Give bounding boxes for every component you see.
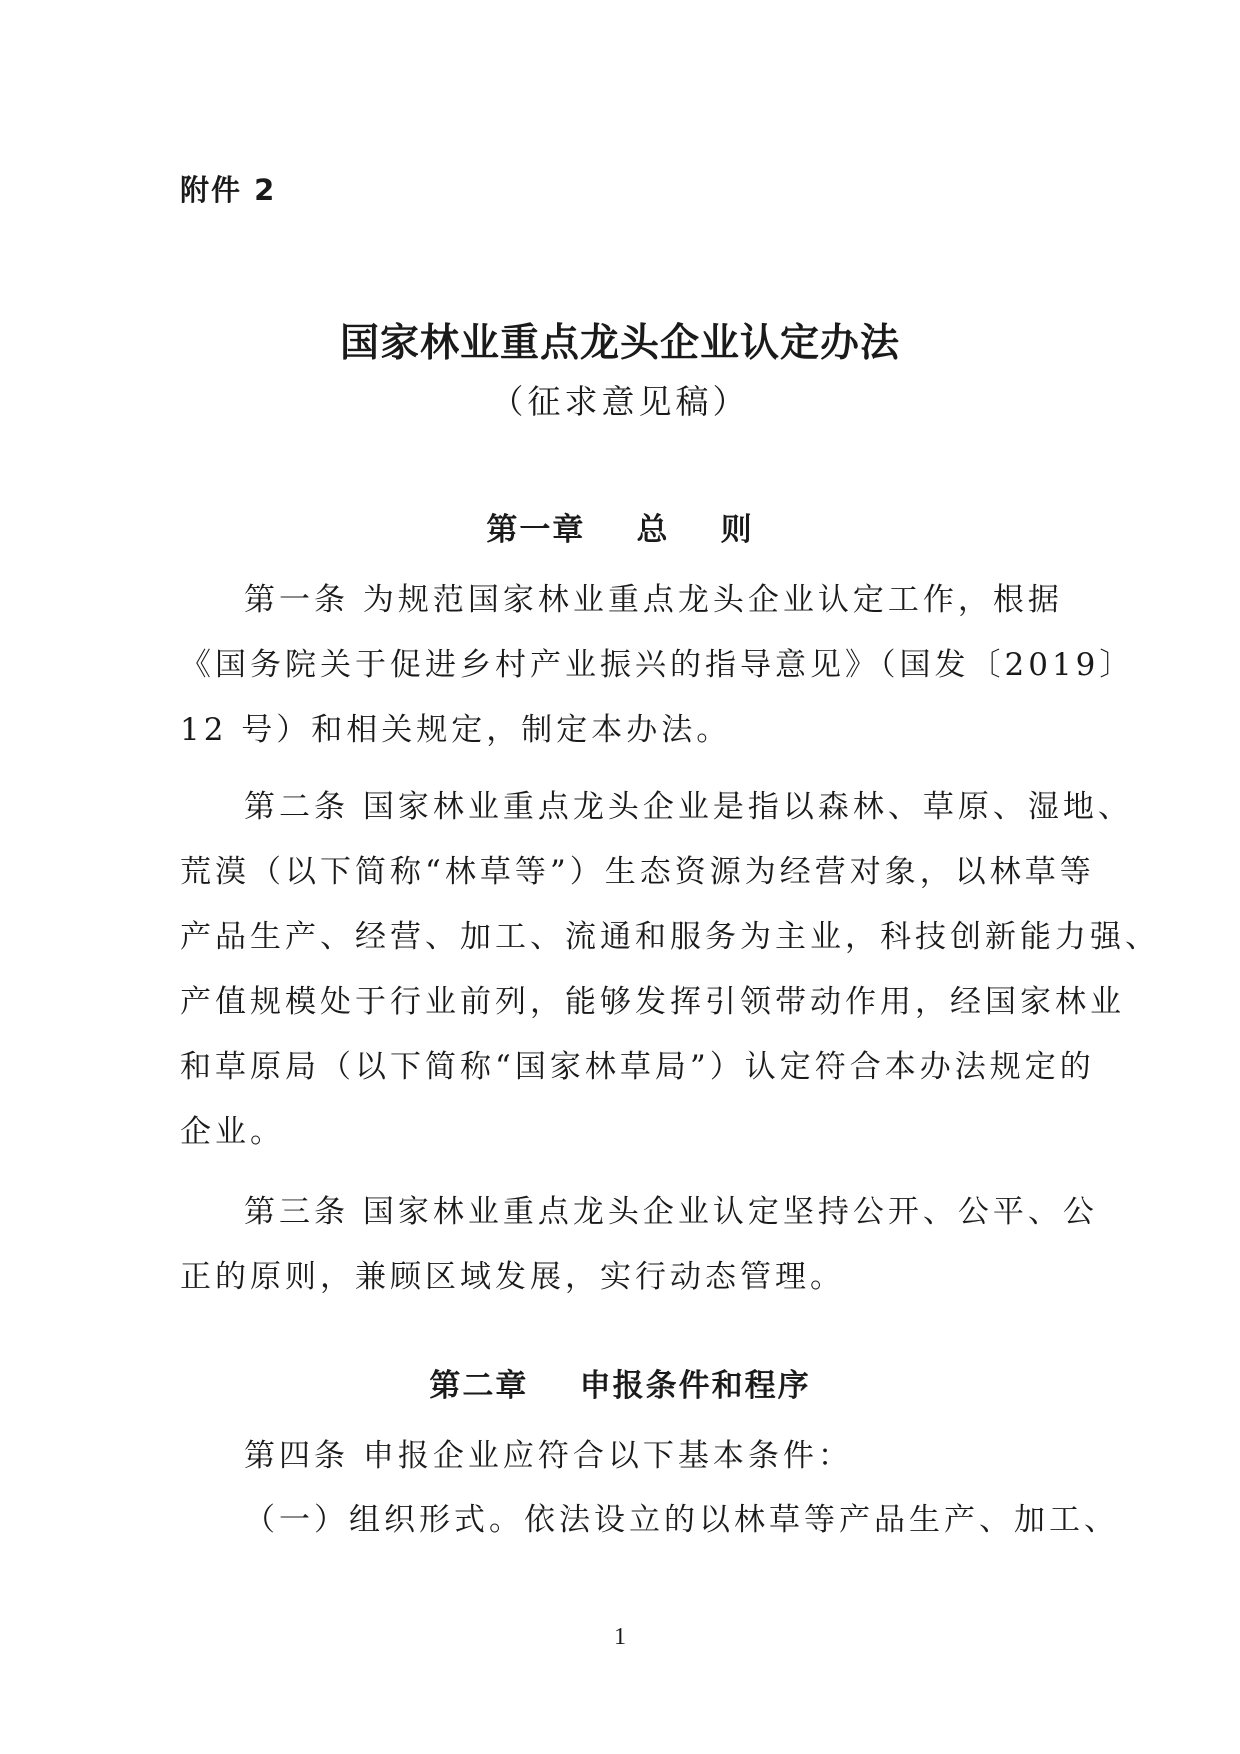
paragraph-line: 和草原局（以下简称“国家林草局”）认定符合本办法规定的 (180, 1049, 1095, 1085)
paragraph-line: 12 号）和相关规定，制定本办法。 (180, 712, 732, 748)
document-subtitle: （征求意见稿） (490, 382, 750, 421)
paragraph-line: 企业。 (180, 1114, 285, 1150)
paragraph-line: 第二条 国家林业重点龙头企业是指以森林、草原、湿地、 (244, 789, 1133, 825)
article-2-paragraph (180, 775, 1160, 1165)
paragraph-line: 第四条 申报企业应符合以下基本条件： (244, 1438, 853, 1474)
paragraph-line: 荒漠（以下简称“林草等”）生态资源为经营对象，以林草等 (180, 854, 1095, 890)
paragraph-line: 产值规模处于行业前列，能够发挥引领带动作用，经国家林业 (180, 984, 1125, 1020)
chapter-heading-1: 第一章 总 则 (486, 512, 754, 548)
paragraph-line: 《国务院关于促进乡村产业振兴的指导意见》（国发〔2019〕 (180, 647, 1135, 683)
paragraph-line: （一）组织形式。依法设立的以林草等产品生产、加工、 (244, 1502, 1119, 1538)
paragraph-line: 产品生产、经营、加工、流通和服务为主业，科技创新能力强、 (180, 919, 1160, 955)
condition-1-paragraph (180, 1488, 1119, 1553)
document-title: 国家林业重点龙头企业认定办法 (339, 321, 900, 366)
attachment-label: 附件 2 (180, 173, 277, 207)
chapter-heading-2: 第二章 申报条件和程序 (429, 1368, 811, 1404)
page-number: 1 (614, 1624, 626, 1650)
paragraph-line: 正的原则，兼顾区域发展，实行动态管理。 (180, 1259, 845, 1295)
article-4-paragraph (180, 1424, 1060, 1489)
article-1-paragraph (180, 568, 1135, 763)
paragraph-line: 第三条 国家林业重点龙头企业认定坚持公开、公平、公 (244, 1194, 1098, 1230)
paragraph-line: 第一条 为规范国家林业重点龙头企业认定工作，根据 (244, 582, 1063, 618)
article-3-paragraph (180, 1180, 1098, 1310)
